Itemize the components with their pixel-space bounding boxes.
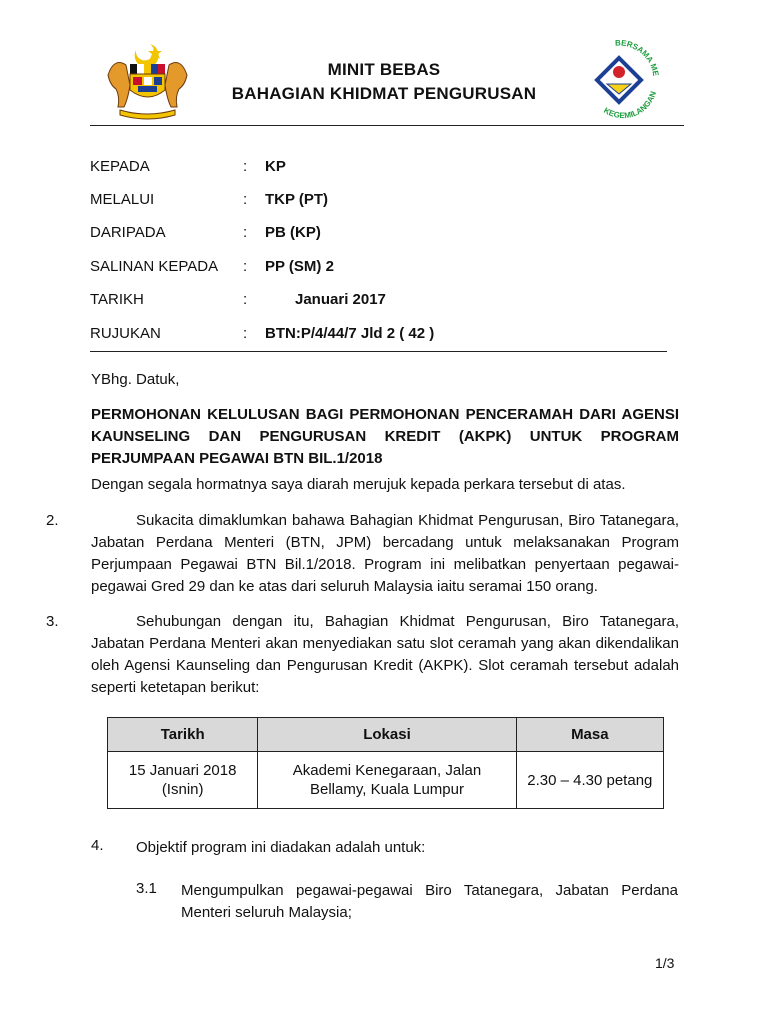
meta-value: Januari 2017 — [295, 291, 386, 308]
meta-colon: : — [243, 224, 248, 241]
header-title-line1: MINIT BEBAS — [327, 60, 441, 79]
table-header-row — [108, 718, 664, 752]
meta-label: MELALUI — [90, 191, 155, 208]
item-3-1-text: Mengumpulkan pegawai-pegawai Biro Tatanegara, Jabatan Perdana Menteri seluruh Malaysia; — [181, 882, 678, 921]
meta-colon: : — [243, 191, 248, 208]
header-divider — [90, 125, 684, 126]
lokasi-line: Akademi Kenegaraan, Jalan — [292, 762, 482, 779]
meta-divider — [90, 351, 667, 352]
paragraph-4-text: Objektif program ini diadakan adalah untuk: — [136, 839, 426, 856]
lokasi-line: Bellamy, Kuala Lumpur — [310, 781, 464, 798]
paragraph-3 — [46, 611, 679, 699]
meta-label: SALINAN KEPADA — [90, 258, 219, 275]
meta-colon: : — [243, 258, 248, 275]
subject-heading: PERMOHONAN KELULUSAN BAGI PERMOHONAN PENCERAMAH DARI AGENSI KAUNSELING DAN PENGURUSAN KREDIT (AKPK) UNTUK PROGRAM PERJUMPAAN PEGAWAI BTN BIL.1/2018 — [91, 406, 679, 467]
tarikh-day: (Isnin) — [161, 781, 204, 798]
paragraph-text: Sehubungan dengan itu, Bahagian Khidmat Pengurusan, Biro Tatanegara, Jabatan Perdana Menteri akan menyediakan satu slot ceramah yang akan dikendalikan oleh Agensi Kaunseling dan Pengurusan Kredit (AKPK). Slot ceramah tersebut adalah seperti ketetapan berikut: — [91, 613, 679, 696]
paragraph-number: 2. — [46, 512, 59, 529]
meta-label: TARIKH — [90, 291, 144, 308]
meta-label: RUJUKAN — [90, 325, 161, 342]
meta-value: TKP (PT) — [265, 191, 329, 208]
svg-text:BERSAMA MENCIPTA: BERSAMA ME — [614, 38, 661, 77]
paragraph-number: 3. — [46, 613, 59, 630]
meta-value: PP (SM) 2 — [265, 258, 334, 275]
malaysia-coat-of-arms-logo — [100, 40, 195, 120]
page-number: 1/3 — [655, 955, 675, 971]
table-header-masa: Masa — [516, 718, 663, 752]
table-cell-tarikh — [108, 752, 258, 809]
paragraph-2 — [46, 510, 679, 598]
item-3-1-number: 3.1 — [136, 880, 157, 897]
table-header-tarikh: Tarikh — [108, 718, 258, 752]
btn-logo — [575, 36, 663, 124]
meta-colon: : — [243, 291, 248, 308]
meta-value: KP — [265, 158, 286, 175]
salutation: YBhg. Datuk, — [91, 371, 180, 388]
meta-label: DARIPADA — [90, 224, 166, 241]
meta-value: PB (KP) — [265, 224, 321, 241]
meta-value: BTN:P/4/44/7 Jld 2 ( 42 ) — [265, 325, 435, 342]
paragraph-4-number: 4. — [91, 837, 104, 854]
meta-label: KEPADA — [90, 158, 150, 175]
header-title-line2: BAHAGIAN KHIDMAT PENGURUSAN — [231, 84, 537, 103]
table-cell-lokasi — [258, 752, 516, 809]
table-row — [108, 752, 664, 809]
tarikh-line: 15 Januari 2018 — [128, 762, 237, 779]
meta-colon: : — [243, 158, 248, 175]
opening-paragraph: Dengan segala hormatnya saya diarah merujuk kepada perkara tersebut di atas. — [91, 476, 626, 493]
svg-text:KEGEMILANGAN: KEGEMILANGAN — [602, 90, 658, 121]
table-header-lokasi: Lokasi — [258, 718, 516, 752]
meta-colon: : — [243, 325, 248, 342]
schedule-table — [107, 717, 664, 809]
table-cell-masa: 2.30 – 4.30 petang — [516, 752, 663, 809]
paragraph-text: Sukacita dimaklumkan bahawa Bahagian Khidmat Pengurusan, Biro Tatanegara, Jabatan Perdana Menteri (BTN, JPM) bercadang untuk melaksanakan Program Perjumpaan Pegawai BTN Bil.1/2018. Program ini melibatkan penyertaan pegawai-pegawai Gred 29 dan ke atas dari seluruh Malaysia iaitu seramai 150 orang. — [91, 512, 679, 595]
